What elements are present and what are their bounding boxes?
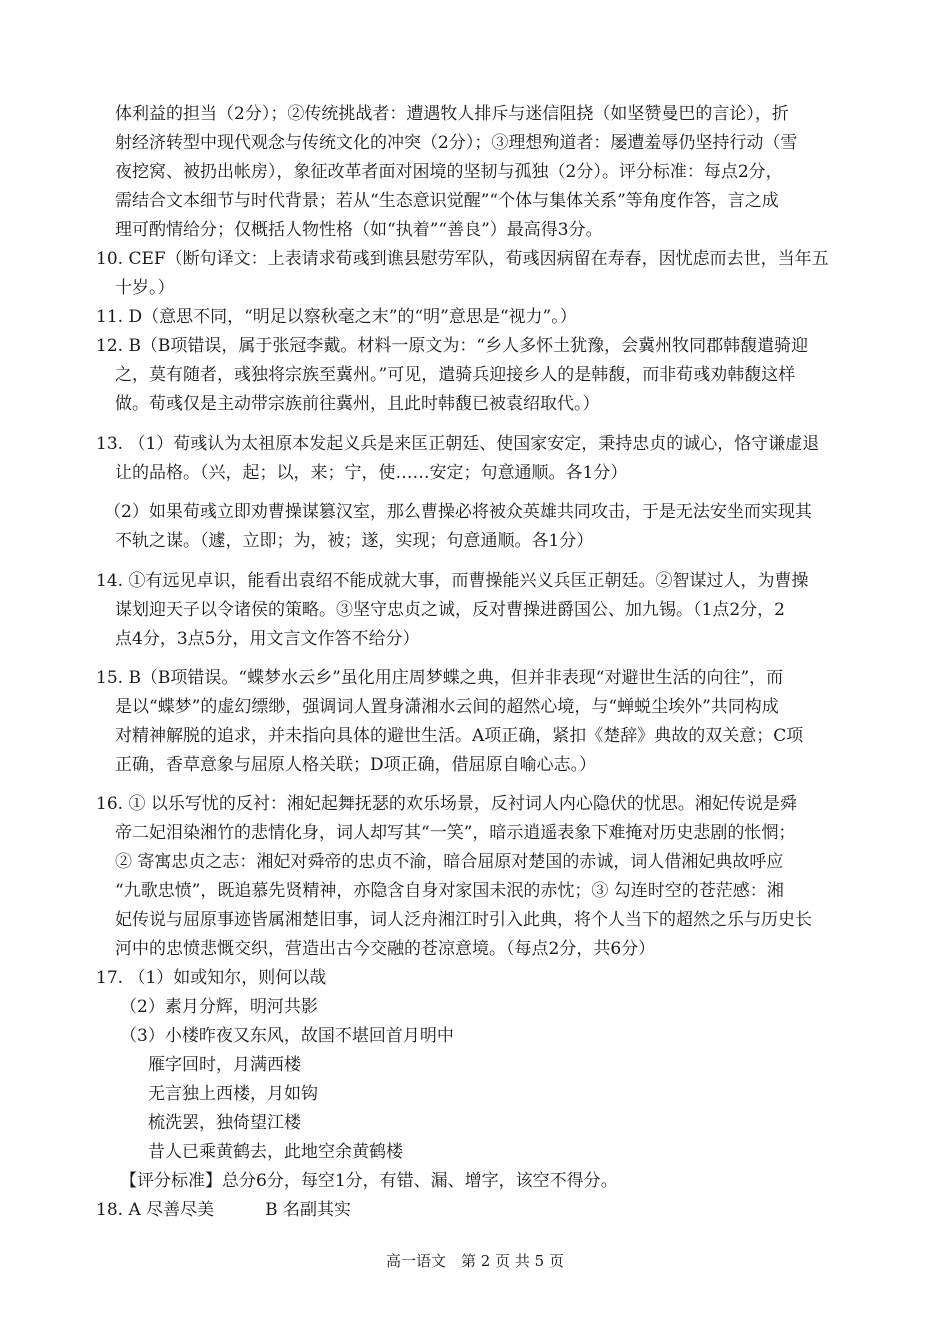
answer-14-line-1: 14. ①有远见卓识，能看出袁绍不能成就大事，而曹操能兴义兵匡正朝廷。②智谋过人，为曹操 — [96, 571, 809, 591]
answer-12-line-1: 12. B（B项错误，属于张冠李戴。材料一原文为：“乡人多怀土犹豫，会冀州牧同郡韩馥遣骑迎 — [96, 336, 809, 356]
answer-12-line-2: 之，莫有随者，彧独将宗族至冀州。”可见，遣骑兵迎接乡人的是韩馥，而非荀彧劝韩馥这样 — [115, 365, 796, 385]
answer-16-line-6: 河中的忠愤悲慨交织，营造出古今交融的苍凉意境。（每点2分，共6分） — [115, 939, 656, 959]
answer-16-line-5: 妃传说与屈原事迹皆属湘楚旧事，词人泛舟湘江时引入此典，将个人当下的超然之乐与历史长 — [115, 910, 812, 930]
answer-15-line-2: 是以“蝶梦”的虚幻缥缈，强调词人置身潇湘水云间的超然心境，与“蝉蜕尘埃外”共同构成 — [115, 697, 779, 717]
answer-9-line-3: 夜挖窝、被扔出帐房），象征改革者面对困境的坚韧与孤独（2分）。评分标准：每点2分， — [115, 162, 783, 182]
answer-9-line-2: 射经济转型中现代观念与传统文化的冲突（2分）；③理想殉道者：屡遭羞辱仍坚持行动（雪 — [115, 133, 798, 153]
answer-9-line-5: 理可酌情给分；仅概括人物性格（如“执着”“善良”）最高得3分。 — [115, 220, 603, 240]
answer-17-6: 梳洗罢，独倚望江楼 — [148, 1113, 301, 1133]
answer-15-line-1: 15. B（B项错误。“蝶梦水云乡”虽化用庄周梦蝶之典，但并非表现“对避世生活的向往”，而 — [96, 668, 784, 688]
answer-9-line-4: 需结合文本细节与时代背景；若从“生态意识觉醒”“个体与集体关系”等角度作答，言之成 — [115, 191, 779, 211]
page-footer: 高一语文 第 2 页 共 5 页 — [386, 1252, 564, 1270]
answer-17-scoring: 【评分标准】总分6分，每空1分，有错、漏、增字，该空不得分。 — [120, 1171, 618, 1191]
answer-13-1-line-1: 13. （1）荀彧认为太祖原本发起义兵是来匡正朝廷、使国家安定，秉持忠贞的诚心，恪守谦虚退 — [96, 434, 820, 454]
answer-13-1-line-2: 让的品格。（兴，起；以，来；宁，使……安定；句意通顺。各1分） — [115, 463, 628, 483]
answer-11: 11. D（意思不同，“明足以察秋毫之末”的“明”意思是“视力”。） — [96, 307, 577, 327]
answer-12-line-3: 做。荀彧仅是主动带宗族前往冀州，且此时韩馥已被袁绍取代。） — [115, 394, 600, 414]
answer-16-line-1: 16. ① 以乐写忧的反衬：湘妃起舞抚瑟的欢乐场景，反衬词人内心隐伏的忧思。湘妃传说是舜 — [96, 794, 797, 814]
answer-16-line-4: “九歌忠愤”，既追慕先贤精神，亦隐含自身对家国未泯的赤忱；③ 勾连时空的苍茫感：湘 — [115, 881, 784, 901]
answer-10-line-2: 十岁。） — [115, 278, 175, 298]
answer-15-line-3: 对精神解脱的追求，并未指向具体的避世生活。A项正确，紧扣《楚辞》典故的双关意；C项 — [115, 726, 804, 746]
answer-16-line-2: 帝二妃泪染湘竹的悲情化身，词人却写其“一笑”，暗示逍遥表象下难掩对历史悲剧的怅惘； — [115, 823, 796, 843]
answer-10-line-1: 10. CEF（断句译文：上表请求荀彧到谯县慰劳军队，荀彧因病留在寿春，因忧虑而去世，当年五 — [96, 249, 829, 269]
answer-9-line-1: 体利益的担当（2分）；②传统挑战者：遭遇牧人排斥与迷信阻挠（如坚赞曼巴的言论），折 — [115, 104, 789, 124]
answer-17-5: 无言独上西楼，月如钩 — [148, 1084, 318, 1104]
answer-13-2-line-2: 不轨之谋。（遽，立即；为，被；遂，实现；句意通顺。各1分） — [115, 531, 594, 551]
answer-17-1: 17. （1）如或知尔，则何以哉 — [96, 968, 327, 988]
answer-14-line-2: 谋划迎天子以令诸侯的策略。③坚守忠贞之诚，反对曹操进爵国公、加九锡。（1点2分，2 — [115, 600, 785, 620]
answer-17-7: 昔人已乘黄鹤去，此地空余黄鹤楼 — [148, 1142, 403, 1162]
answer-17-2: （2）素月分辉，明河共影 — [120, 997, 318, 1017]
answer-18: 18. A 尽善尽美 B 名副其实 — [96, 1200, 352, 1220]
answer-14-line-3: 点4分，3点5分，用文言文作答不给分） — [115, 629, 420, 649]
answer-16-line-3: ② 寄寓忠贞之志：湘妃对舜帝的忠贞不渝，暗合屈原对楚国的赤诚，词人借湘妃典故呼应 — [115, 852, 784, 872]
answer-17-3: （3）小楼昨夜又东风，故国不堪回首月明中 — [120, 1026, 454, 1046]
answer-17-4: 雁字回时，月满西楼 — [148, 1055, 301, 1075]
answer-13-2-line-1: （2）如果荀彧立即劝曹操谋篡汉室，那么曹操必将被众英雄共同攻击，于是无法安坐而实现其 — [104, 502, 812, 522]
answer-15-line-4: 正确，香草意象与屈原人格关联；D项正确，借屈原自喻心志。） — [115, 755, 597, 775]
